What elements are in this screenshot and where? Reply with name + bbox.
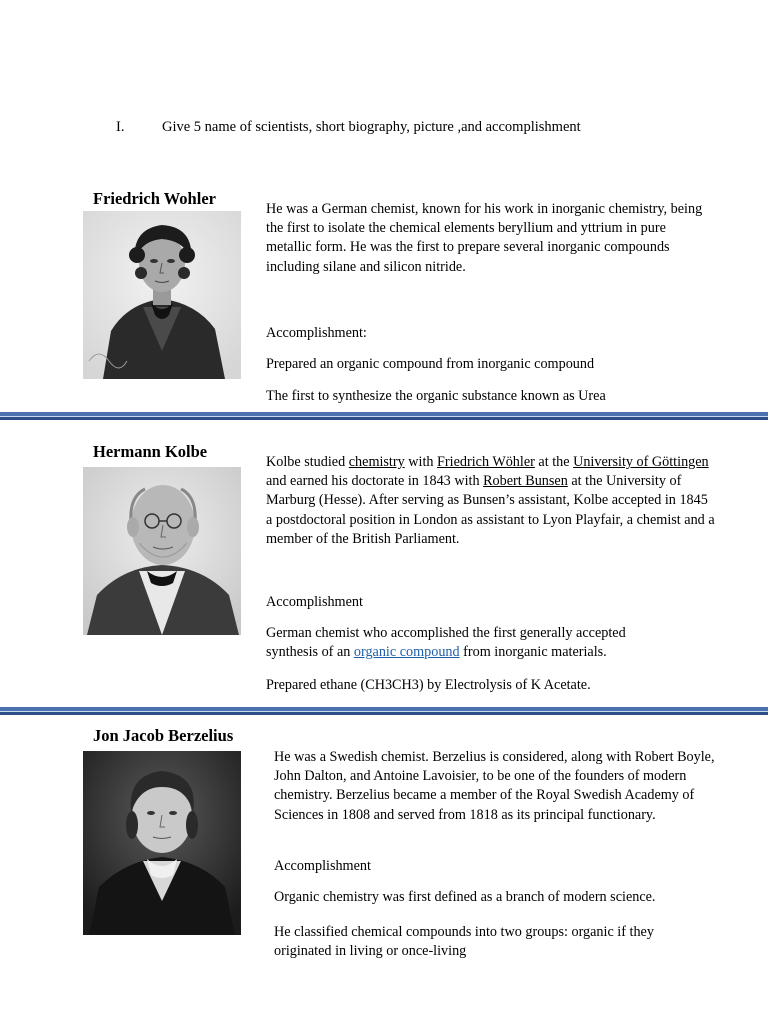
accomplishment-item: He classified chemical compounds into two groups: organic if they originated in living or once-living bbox=[274, 924, 654, 960]
accomplishment-item: Organic chemistry was first defined as a branch of modern science. bbox=[274, 889, 656, 905]
scientist-name: Friedrich Wohler bbox=[93, 189, 216, 208]
accomplishment-label: Accomplishment bbox=[274, 858, 371, 874]
question-text: Give 5 name of scientists, short biography, picture ,and accomplishment bbox=[162, 119, 581, 135]
scientist-name: Hermann Kolbe bbox=[93, 442, 208, 461]
bio-berzelius bbox=[274, 748, 722, 825]
link-chemistry[interactable]: chemistry bbox=[348, 454, 405, 470]
accomplishment-item: German chemist who accomplished the first generally accepted synthesis of an organic compound from inorganic materials. bbox=[266, 625, 626, 661]
accomplishment-item: The first to synthesize the organic substance known as Urea bbox=[266, 388, 606, 404]
section-divider bbox=[0, 412, 768, 420]
bio-kolbe bbox=[266, 453, 716, 549]
accomplishment-item: Prepared an organic compound from inorganic compound bbox=[266, 356, 595, 372]
link-robert-bunsen[interactable]: Robert Bunsen bbox=[483, 473, 568, 490]
section-divider bbox=[0, 707, 768, 715]
question-heading bbox=[116, 119, 581, 136]
bio-wohler bbox=[266, 200, 706, 277]
link-university-gottingen[interactable]: University of Göttingen bbox=[573, 454, 709, 470]
scientist-name: Jon Jacob Berzelius bbox=[93, 726, 234, 745]
accomplishment-label: Accomplishment: bbox=[266, 325, 367, 341]
bio-text: Kolbe studied chemistry with Friedrich Wöhler at the University of Göttingen and earned his doctorate in 1843 with Robert Bunsen at the University of Marburg (Hesse). After serving as Bunsen’s assistant, Kolbe accepted in 1845 a postdoctoral position in London as assistant to Lyon Playfair, a chemist and a member of the British Parliament. bbox=[266, 454, 715, 547]
accomplishment-item: Prepared ethane (CH3CH3) by Electrolysis of K Acetate. bbox=[266, 677, 591, 693]
portrait-kolbe bbox=[83, 467, 241, 635]
portrait-wohler bbox=[83, 211, 241, 379]
link-friedrich-wohler[interactable]: Friedrich Wöhler bbox=[437, 454, 535, 470]
link-organic-compound[interactable]: organic compound bbox=[353, 644, 460, 661]
bio-text: He was a German chemist, known for his work in inorganic chemistry, being the first to isolate the chemical elements beryllium and yttrium in pure metallic form. He was the first to prepare several inorganic compounds including silane and silicon nitride. bbox=[266, 201, 703, 275]
accomplishment-label: Accomplishment bbox=[266, 594, 363, 610]
bio-text: He was a Swedish chemist. Berzelius is considered, along with Robert Boyle, John Dalton, and Antoine Lavoisier, to be one of the founders of modern chemistry. Berzelius became a member of the Royal Swedish Academy of Sciences in 1808 and served from 1818 as its principal functionary. bbox=[274, 749, 715, 823]
question-number: I. bbox=[116, 119, 125, 135]
portrait-berzelius bbox=[83, 751, 241, 935]
